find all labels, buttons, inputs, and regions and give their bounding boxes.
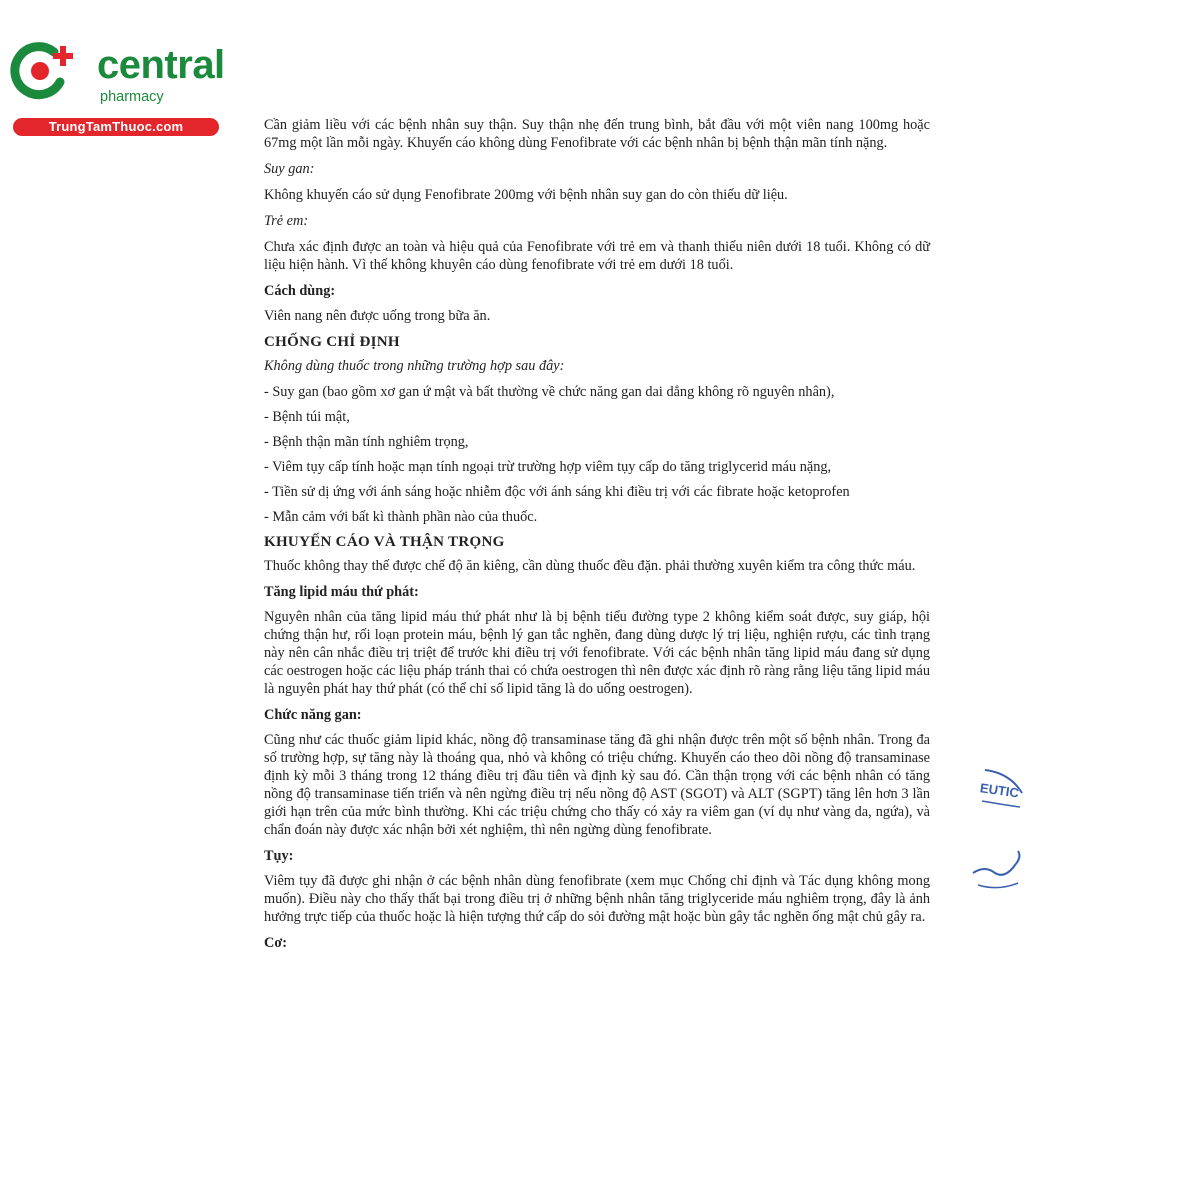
list-item: - Mẫn cảm với bất kì thành phần nào của thuốc. bbox=[264, 509, 538, 525]
heading-pancreas: Tụy: bbox=[264, 848, 294, 864]
heading-contraindications: CHỐNG CHỈ ĐỊNH bbox=[264, 334, 400, 350]
paragraph-secondary-hyperlipidemia: Nguyên nhân của tăng lipid máu thứ phát như là bị bệnh tiểu đường type 2 không kiểm soát được, suy giáp, hội chứng thận hư, rối loạn protein máu, bệnh lý gan tắc nghẽn, đang dùng dược lý trị liệu, nghiện rượu, các tình trạng này nên cân nhắc điều trị triệt để trước khi điều trị với fenofibrate. Với các bệnh nhân tăng lipid máu đang sử dụng các oestrogen hoặc các liệu pháp tránh thai có chứa oestrogen thì nên được xác định rõ ràng rằng liệu tăng lipid máu là nguyên phát hay thứ phát (có thể chỉ số lipid tăng là do uống oestrogen). bbox=[264, 609, 930, 697]
paragraph-administration: Viên nang nên được uống trong bữa ăn. bbox=[264, 308, 491, 324]
paragraph-liver-failure: Không khuyến cáo sử dụng Fenofibrate 200mg với bệnh nhân suy gan do còn thiếu dữ liệu. bbox=[264, 187, 788, 203]
list-item: - Bệnh thận mãn tính nghiêm trọng, bbox=[264, 434, 469, 450]
stamp-text: EUTIC bbox=[979, 780, 1020, 801]
brand-logo bbox=[10, 38, 225, 138]
subheading-children: Trẻ em: bbox=[264, 213, 309, 229]
list-item: - Suy gan (bao gồm xơ gan ứ mật và bất thường về chức năng gan dai dẳng không rõ nguyên nhân), bbox=[264, 384, 835, 400]
list-item: - Bệnh túi mật, bbox=[264, 409, 350, 425]
paragraph-liver-function: Cũng như các thuốc giảm lipid khác, nồng độ transaminase tăng đã ghi nhận được trên một số bệnh nhân. Trong đa số trường hợp, sự tăng này là thoáng qua, nhỏ và không có triệu chứng. Khuyến cáo theo dõi nồng độ transaminase định kỳ mỗi 3 tháng trong 12 tháng điều trị đầu tiên và định kỳ sau đó. Cần thận trọng với các bệnh nhân có tăng nồng độ transaminase tiến triển và nên ngừng điều trị nếu nồng độ AST (SGOT) và ALT (SGPT) tăng lên hơn 3 lần giới hạn trên của mức bình thường. Khi các triệu chứng cho thấy có xảy ra viêm gan (ví dụ như vàng da, ngứa), và chẩn đoán này được xác nhận bởi xét nghiệm, thì nên ngừng dùng fenofibrate. bbox=[264, 732, 930, 838]
document-body bbox=[264, 116, 930, 959]
heading-administration: Cách dùng: bbox=[264, 283, 336, 299]
heading-secondary-hyperlipidemia: Tăng lipid máu thứ phát: bbox=[264, 584, 419, 600]
list-item: - Viêm tụy cấp tính hoặc mạn tính ngoại trừ trường hợp viêm tụy cấp do tăng triglycerid máu nặng, bbox=[264, 459, 832, 475]
stamp-fragment bbox=[970, 765, 1030, 900]
brand-name: central bbox=[97, 43, 225, 87]
paragraph-warnings: Thuốc không thay thế được chế độ ăn kiêng, cần dùng thuốc đều đặn. phải thường xuyên kiểm tra công thức máu. bbox=[264, 558, 916, 574]
brand-url-badge: TrungTamThuoc.com bbox=[13, 118, 219, 136]
brand-subtitle: pharmacy bbox=[100, 89, 164, 105]
heading-warnings: KHUYẾN CÁO VÀ THẬN TRỌNG bbox=[264, 534, 505, 550]
contraindications-intro: Không dùng thuốc trong những trường hợp sau đây: bbox=[264, 358, 565, 374]
heading-liver-function: Chức năng gan: bbox=[264, 707, 362, 723]
paragraph-pancreas: Viêm tụy đã được ghi nhận ở các bệnh nhân dùng fenofibrate (xem mục Chống chỉ định và Tác dụng không mong muốn). Điều này cho thấy thất bại trong điều trị ở những bệnh nhân tăng triglyceride máu nghiêm trọng, đây là ảnh hưởng trực tiếp của thuốc hoặc là hiện tượng thứ cấp do sỏi đường mật hoặc bùn gây tắc nghẽn ống mật chủ gây ra. bbox=[264, 873, 930, 925]
subheading-liver-failure: Suy gan: bbox=[264, 161, 315, 177]
paragraph-children: Chưa xác định được an toàn và hiệu quả của Fenofibrate với trẻ em và thanh thiếu niên dưới 18 tuổi. Không có dữ liệu hiện hành. Vì thế không khuyên cáo dùng fenofibrate với trẻ em dưới 18 tuổi. bbox=[264, 239, 930, 273]
pharmacy-logo-icon bbox=[10, 38, 86, 104]
heading-muscle: Cơ: bbox=[264, 935, 288, 951]
paragraph-renal-dose: Cần giảm liều với các bệnh nhân suy thận. Suy thận nhẹ đến trung bình, bắt đầu với một viên nang 100mg hoặc 67mg một lần mỗi ngày. Khuyến cáo không dùng Fenofibrate với các bệnh nhân bị bệnh thận mãn tính nặng. bbox=[264, 117, 930, 151]
list-item: - Tiền sử dị ứng với ánh sáng hoặc nhiễm độc với ánh sáng khi điều trị với các fibrate hoặc ketoprofen bbox=[264, 484, 850, 500]
